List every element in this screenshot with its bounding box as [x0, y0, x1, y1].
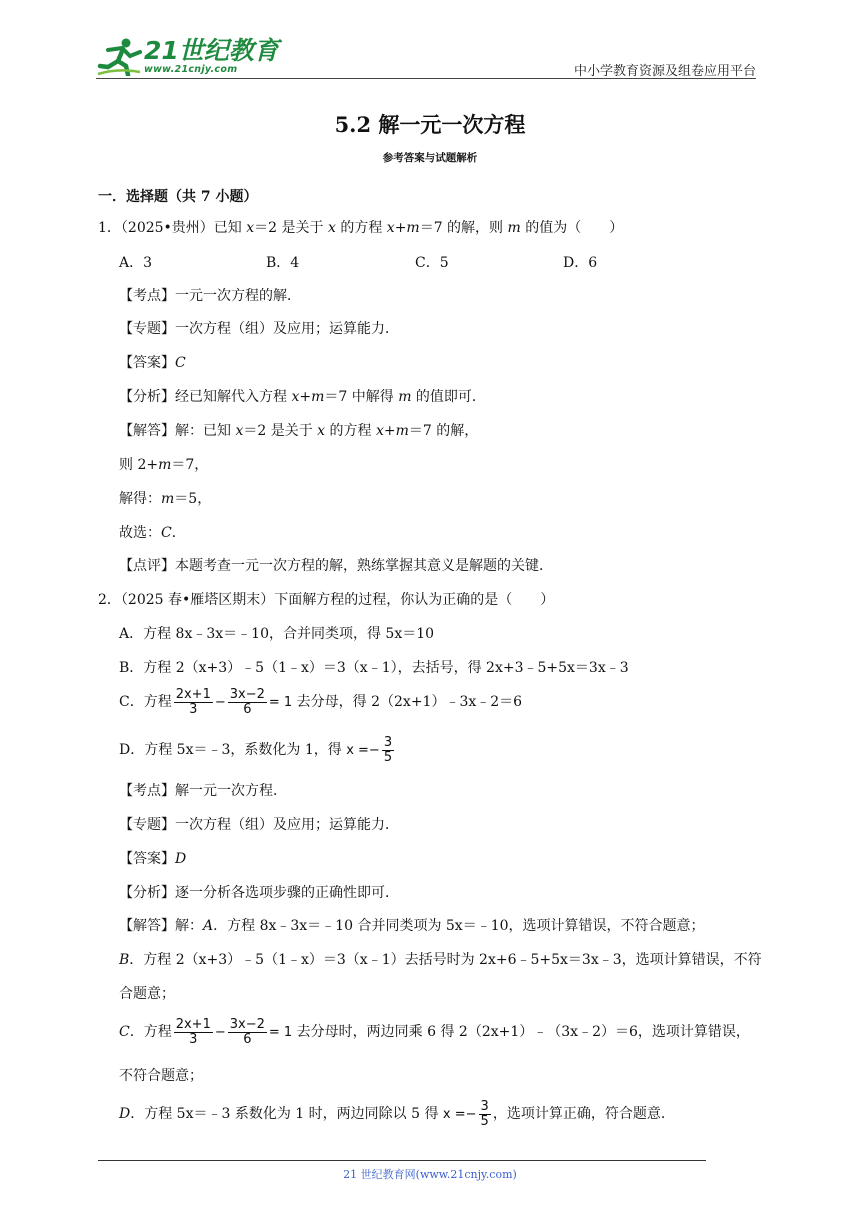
q2-zhuanti: 【专题】一次方程（组）及应用；运算能力． — [119, 817, 399, 833]
q1-step-3: 故选：C． — [119, 525, 186, 541]
q1-dianping: 【点评】本题考查一元一次方程的解，熟练掌握其意义是解题的关键． — [119, 558, 553, 574]
q2-jieda-b-cont: 合题意； — [119, 986, 175, 1002]
q1-fenxi: 【分析】经已知解代入方程 x+m＝7 中解得 m 的值即可． — [119, 389, 486, 405]
option-b: B．4 — [266, 255, 300, 271]
footer-divider — [98, 1160, 706, 1161]
fraction: $\frac{3x-2}{6}$ — [229, 686, 265, 717]
page-title: 5.2 解一元一次方程 — [334, 112, 526, 137]
q2-option-c: C．方程 $\frac{2x+1}{3}$ − $\frac{3x-2}{6}$ = 1 去分母，得 2（2x+1）﹣3x﹣2＝6 — [119, 686, 523, 717]
option-a: A．3 — [119, 255, 153, 271]
q1-step-2: 解得：m＝5， — [119, 491, 212, 507]
q1-jieda: 【解答】解：已知 x＝2 是关于 x 的方程 x+m＝7 的解， — [119, 423, 479, 439]
q2-option-a: A．方程 8x﹣3x＝﹣10，合并同类项，得 5x＝10 — [119, 626, 435, 642]
page-subtitle: 参考答案与试题解析 — [382, 152, 478, 164]
fraction: $\frac{3x-2}{6}$ — [229, 1016, 265, 1047]
q2-option-b: B．方程 2（x+3）﹣5（1﹣x）＝3（x﹣1），去括号，得 2x+3﹣5+5x＝3x﹣3 — [119, 660, 629, 676]
q1-kaodian: 【考点】一元一次方程的解． — [119, 288, 301, 304]
runner-logo-icon — [96, 36, 142, 76]
fraction: $\frac{2x+1}{3}$ — [175, 1016, 211, 1047]
question-1-stem: 1．（2025•贵州）已知 x＝2 是关于 x 的方程 x+m＝7 的解，则 m 的值为（ ） — [98, 220, 624, 236]
question-2-stem: 2．（2025 春•雁塔区期末）下面解方程的过程，你认为正确的是（ ） — [98, 592, 555, 608]
q1-step-1: 则 2+m＝7， — [119, 457, 209, 473]
fraction: $\frac{2x+1}{3}$ — [175, 686, 211, 717]
q2-jieda-d: D．方程 5x＝﹣3 系数化为 1 时，两边同除以 5 得 x =− $\frac{3}{5}$ ，选项计算正确，符合题意． — [119, 1098, 675, 1129]
section-heading: 一．选择题（共 7 小题） — [98, 189, 258, 205]
q2-answer: 【答案】D — [119, 851, 187, 867]
logo-name: 21世纪教育 — [144, 35, 279, 65]
platform-name: 中小学教育资源及组卷应用平台 — [573, 64, 756, 79]
q2-kaodian: 【考点】解一元一次方程． — [119, 783, 287, 799]
q2-jieda-c-cont: 不符合题意； — [119, 1068, 203, 1084]
q2-fenxi: 【分析】逐一分析各选项步骤的正确性即可． — [119, 885, 399, 901]
footer-link[interactable]: 21 世纪教育网(www.21cnjy.com) — [343, 1168, 517, 1181]
q2-jieda-c: C．方程 $\frac{2x+1}{3}$ − $\frac{3x-2}{6}$ = 1 去分母时，两边同乘 6 得 2（2x+1）﹣（3x﹣2）＝6，选项计算错误， — [119, 1016, 750, 1047]
q2-jieda-a: 【解答】解：A．方程 8x﹣3x＝﹣10 合并同类项为 5x＝﹣10，选项计算错误，不符合题意； — [119, 918, 705, 934]
fraction: $\frac{3}{5}$ — [480, 1098, 489, 1129]
option-c: C．5 — [415, 255, 449, 271]
option-d: D．6 — [563, 255, 598, 271]
header-divider — [96, 78, 756, 79]
q2-jieda-b: B．方程 2（x+3）﹣5（1﹣x）＝3（x﹣1）去括号时为 2x+6﹣5+5x＝3x﹣3，选项计算错误，不符 — [119, 952, 762, 968]
q2-option-d: D．方程 5x＝﹣3，系数化为 1，得 x =− $\frac{3}{5}$ — [119, 734, 393, 765]
logo — [96, 36, 279, 76]
q1-zhuanti: 【专题】一次方程（组）及应用；运算能力． — [119, 321, 399, 337]
logo-url: www.21cnjy.com — [144, 63, 238, 75]
fraction: $\frac{3}{5}$ — [383, 734, 393, 765]
q1-answer: 【答案】C — [119, 355, 186, 371]
